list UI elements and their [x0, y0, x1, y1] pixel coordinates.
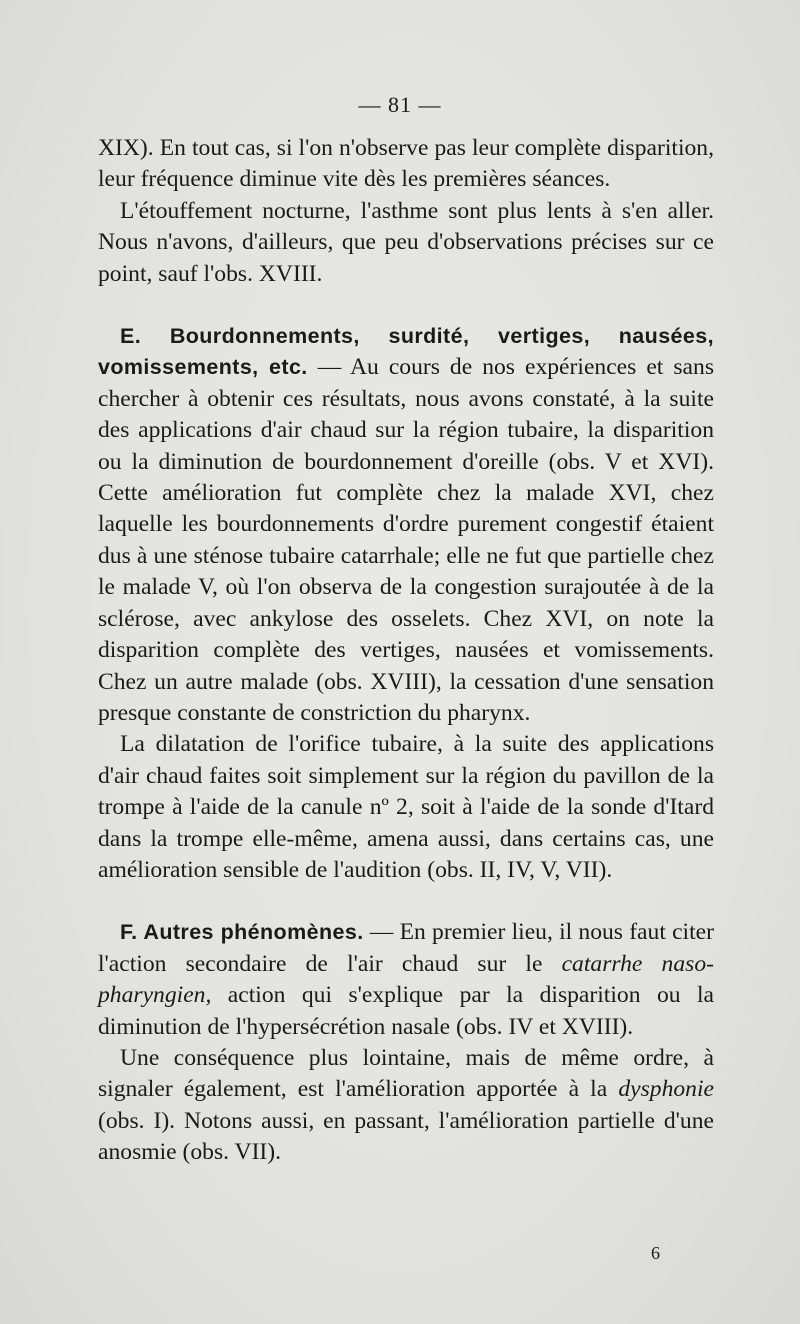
section-e-paragraph — [98, 321, 714, 729]
consequence-italic-term: dysphonie — [618, 1076, 714, 1103]
consequence-text-after: (obs. I). Notons aussi, en passant, l'amélioration partielle d'une anosmie (obs. VII). — [98, 1107, 714, 1166]
section-f-text-before: — En premier lieu, il nous faut citer l'action secondaire de l'air chaud sur le — [98, 919, 714, 977]
section-e-heading: E. Bourdonnements, surdité, vertiges, nausées, vomissements, etc. — [98, 324, 714, 380]
section-f-heading: F. Autres phénomènes. — [120, 920, 364, 945]
paragraph-continuation: XIX). En tout cas, si l'on n'observe pas leur complète disparition, leur fréquence diminue vite dès les premières séances. — [98, 135, 714, 193]
paragraph-asthma: L'étouffement nocturne, l'asthme sont plus lents à s'en aller. Nous n'avons, d'ailleurs, que peu d'observations précises sur ce point, sauf l'obs. XVIII. — [98, 197, 714, 287]
section-f-text-after: action qui s'explique par la disparition ou la diminution de l'hypersécrétion nasale (obs. IV et XVIII). — [98, 982, 714, 1040]
section-f-paragraph — [98, 917, 714, 1043]
body-text — [98, 133, 714, 1169]
section-gap — [98, 290, 714, 321]
consequence-text-before: Une conséquence plus lointaine, mais de même ordre, à signaler également, est l'amélioration apportée à la — [98, 1044, 714, 1103]
signature-mark: 6 — [651, 1243, 660, 1263]
section-e-text: — Au cours de nos expériences et sans chercher à obtenir ces résultats, nous avons constaté, à la suite des applications d'air chaud sur la région tubaire, la disparition ou la diminution de bourdonnement d'oreille (obs. V et XVI). Cette amélioration fut complète chez la malade XVI, chez laquelle les bourdonnements d'ordre purement congestif étaient dus à une sténose tubaire catarrhale; elle ne fut que partielle chez le malade V, où l'on observa de la congestion surajoutée à de la sclérose, avec ankylose des osselets. Chez XVI, on note la disparition complète des vertiges, nausées et vomissements. Chez un autre malade (obs. XVIII), la cessation d'une sensation presque constante de constriction du pharynx. — [98, 354, 715, 726]
page-number: — 81 — — [358, 92, 442, 117]
section-gap — [98, 886, 714, 917]
paragraph-dilatation: La dilatation de l'orifice tubaire, à la suite des applications d'air chaud faites soit simplement sur la région du pavillon de la trompe à l'aide de la canule nº 2, soit à l'aide de la sonde d'Itard dans la trompe elle-même, amena aussi, dans certains cas, une amélioration sensible de l'audition (obs. II, IV, V, VII). — [98, 731, 714, 883]
section-f-italic-term: catarrhe naso-pharyngien, — [98, 950, 714, 1009]
paragraph-consequence — [98, 1043, 714, 1169]
